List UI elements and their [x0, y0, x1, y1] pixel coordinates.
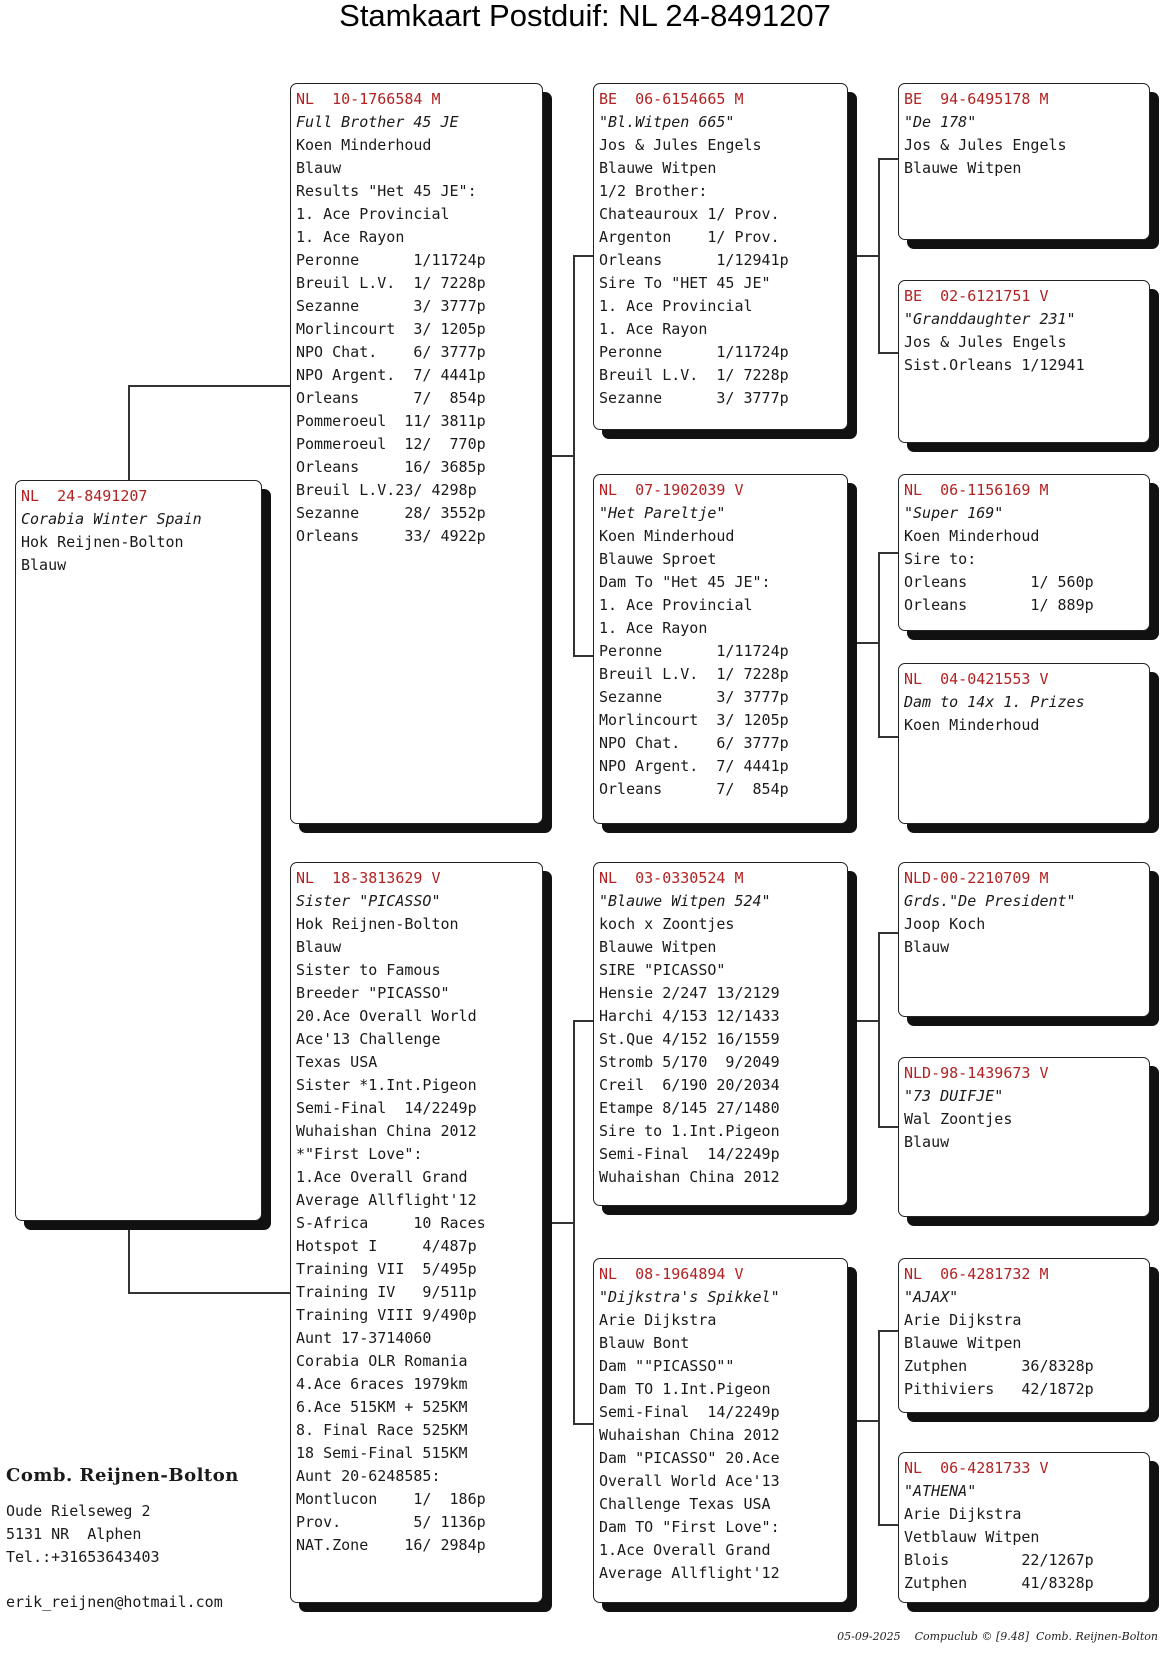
pedigree-line: St.Que 4/152 16/1559	[599, 1030, 780, 1048]
pedigree-line: Blauw	[904, 1133, 950, 1151]
owner-phone: Tel.:+31653643403	[6, 1548, 160, 1566]
connector-line	[878, 158, 880, 354]
pedigree-line: 8. Final Race 525KM	[296, 1421, 468, 1439]
connector-line	[573, 255, 593, 257]
pedigree-line: Arie Dijkstra	[904, 1311, 1022, 1329]
pedigree-line: Hok Reijnen-Bolton	[21, 533, 184, 551]
pigeon-name: Full Brother 45 JE	[296, 113, 459, 131]
connector-line	[878, 552, 898, 554]
pedigree-line: 1. Ace Rayon	[599, 619, 708, 637]
pedigree-card-sire-sire	[593, 83, 848, 430]
pedigree-line: Blauw Bont	[599, 1334, 690, 1352]
pedigree-line: Morlincourt 3/ 1205p	[599, 711, 789, 729]
pedigree-line: Hok Reijnen-Bolton	[296, 915, 459, 933]
pedigree-line: 20.Ace Overall World	[296, 1007, 477, 1025]
connector-line	[128, 385, 290, 387]
ring-number: NL 03-0330524 M	[599, 869, 744, 887]
pigeon-name: "Granddaughter 231"	[904, 310, 1076, 328]
pedigree-line: koch x Zoontjes	[599, 915, 735, 933]
pedigree-line: 1. Ace Provincial	[599, 596, 753, 614]
ring-number: NL 07-1902039 V	[599, 481, 744, 499]
connector-line	[878, 932, 898, 934]
ring-number: BE 94-6495178 M	[904, 90, 1049, 108]
pedigree-line: Dam "PICASSO" 20.Ace	[599, 1449, 780, 1467]
pedigree-line: Koen Minderhoud	[904, 716, 1040, 734]
pedigree-line: Aunt 20-6248585:	[296, 1467, 441, 1485]
pigeon-name: "ATHENA"	[904, 1482, 977, 1500]
pedigree-line: Orleans 7/ 854p	[599, 780, 789, 798]
pedigree-card-dam-sire	[593, 862, 848, 1206]
connector-line	[878, 1330, 898, 1332]
pedigree-line: Sire To "HET 45 JE"	[599, 274, 771, 292]
pedigree-line: Breuil L.V. 1/ 7228p	[599, 665, 789, 683]
pedigree-line: Hotspot I 4/487p	[296, 1237, 477, 1255]
connector-line	[573, 1020, 593, 1022]
ring-number: NLD-00-2210709 M	[904, 869, 1049, 887]
pedigree-line: Blauw	[21, 556, 67, 574]
pedigree-line: Ace'13 Challenge	[296, 1030, 441, 1048]
pigeon-name: "73 DUIFJE"	[904, 1087, 1004, 1105]
pedigree-line: Koen Minderhoud	[296, 136, 432, 154]
pedigree-line: Etampe 8/145 27/1480	[599, 1099, 780, 1117]
connector-line	[848, 255, 878, 257]
connector-line	[543, 1222, 573, 1224]
pedigree-line: Jos & Jules Engels	[904, 333, 1067, 351]
pedigree-line: Sister *1.Int.Pigeon	[296, 1076, 477, 1094]
owner-address-city: 5131 NR Alphen	[6, 1525, 142, 1543]
pedigree-line: Koen Minderhoud	[904, 527, 1040, 545]
pedigree-card-dss	[898, 862, 1150, 1017]
pigeon-name: "Bl.Witpen 665"	[599, 113, 735, 131]
pedigree-line: Dam TO "First Love":	[599, 1518, 780, 1536]
pedigree-line: Arie Dijkstra	[599, 1311, 717, 1329]
pedigree-line: Blauwe Sproet	[599, 550, 717, 568]
pedigree-card-subject	[15, 480, 262, 1221]
pedigree-line: Training IV 9/511p	[296, 1283, 477, 1301]
pedigree-line: Dam ""PICASSO""	[599, 1357, 735, 1375]
pedigree-line: Wuhaishan China 2012	[599, 1168, 780, 1186]
ring-number: NL 06-1156169 M	[904, 481, 1049, 499]
pedigree-line: Sezanne 3/ 3777p	[599, 688, 789, 706]
pedigree-line: Zutphen 41/8328p	[904, 1574, 1094, 1592]
pedigree-line: 1. Ace Rayon	[296, 228, 405, 246]
pedigree-line: 1/2 Brother:	[599, 182, 708, 200]
pedigree-line: NPO Argent. 7/ 4441p	[296, 366, 486, 384]
pedigree-line: Blois 22/1267p	[904, 1551, 1094, 1569]
pedigree-line: Sist.Orleans 1/12941	[904, 356, 1085, 374]
ring-number: NL 10-1766584 M	[296, 90, 441, 108]
pedigree-line: Sister to Famous	[296, 961, 441, 979]
pedigree-line: 1. Ace Rayon	[599, 320, 708, 338]
pedigree-line: Prov. 5/ 1136p	[296, 1513, 486, 1531]
pedigree-line: Semi-Final 14/2249p	[599, 1145, 780, 1163]
pedigree-line: Blauwe Witpen	[599, 159, 717, 177]
pedigree-line: Orleans 16/ 3685p	[296, 458, 486, 476]
connector-line	[878, 1524, 898, 1526]
pigeon-name: Sister "PICASSO"	[296, 892, 441, 910]
pedigree-line: Semi-Final 14/2249p	[296, 1099, 477, 1117]
pedigree-line: Creil 6/190 20/2034	[599, 1076, 780, 1094]
ring-number: BE 02-6121751 V	[904, 287, 1049, 305]
connector-line	[878, 932, 880, 1128]
pedigree-line: *"First Love":	[296, 1145, 423, 1163]
pedigree-line: Blauwe Witpen	[599, 938, 717, 956]
pedigree-line: Vetblauw Witpen	[904, 1528, 1040, 1546]
pedigree-line: Argenton 1/ Prov.	[599, 228, 780, 246]
pedigree-line: Zutphen 36/8328p	[904, 1357, 1094, 1375]
connector-line	[848, 1020, 878, 1022]
pedigree-line: Breuil L.V. 1/ 7228p	[599, 366, 789, 384]
pedigree-card-ssd	[898, 280, 1150, 443]
ring-number: NL 04-0421553 V	[904, 670, 1049, 688]
pedigree-line: Dam TO 1.Int.Pigeon	[599, 1380, 771, 1398]
ring-number: NL 08-1964894 V	[599, 1265, 744, 1283]
pedigree-line: Harchi 4/153 12/1433	[599, 1007, 780, 1025]
pedigree-card-dds	[898, 1258, 1150, 1413]
connector-line	[878, 158, 898, 160]
pedigree-line: Wuhaishan China 2012	[296, 1122, 477, 1140]
pedigree-line: 18 Semi-Final 515KM	[296, 1444, 468, 1462]
pedigree-line: Challenge Texas USA	[599, 1495, 771, 1513]
pedigree-line: Blauw	[296, 938, 342, 956]
pedigree-line: Jos & Jules Engels	[599, 136, 762, 154]
connector-line	[573, 255, 575, 657]
pedigree-line: Corabia OLR Romania	[296, 1352, 468, 1370]
connector-line	[848, 642, 878, 644]
connector-line	[878, 352, 898, 354]
pigeon-name: "De 178"	[904, 113, 977, 131]
pigeon-name: Grds."De President"	[904, 892, 1076, 910]
ring-number: NL 18-3813629 V	[296, 869, 441, 887]
pedigree-line: Sezanne 3/ 3777p	[296, 297, 486, 315]
pigeon-name: "Het Pareltje"	[599, 504, 726, 522]
pedigree-line: S-Africa 10 Races	[296, 1214, 486, 1232]
pedigree-line: Sire to:	[904, 550, 977, 568]
pedigree-line: Blauwe Witpen	[904, 159, 1022, 177]
pigeon-name: Dam to 14x 1. Prizes	[904, 693, 1085, 711]
connector-line	[878, 1330, 880, 1526]
owner-name: Comb. Reijnen-Bolton	[6, 1465, 239, 1486]
ring-number: NLD-98-1439673 V	[904, 1064, 1049, 1082]
connector-line	[848, 1420, 878, 1422]
pigeon-name: "Dijkstra's Spikkel"	[599, 1288, 780, 1306]
ring-number: BE 06-6154665 M	[599, 90, 744, 108]
pedigree-line: Joop Koch	[904, 915, 986, 933]
pedigree-line: Peronne 1/11724p	[296, 251, 486, 269]
pedigree-line: Breeder "PICASSO"	[296, 984, 450, 1002]
pedigree-line: Blauwe Witpen	[904, 1334, 1022, 1352]
ring-number: NL 24-8491207	[21, 487, 148, 505]
pedigree-line: Aunt 17-3714060	[296, 1329, 432, 1347]
pedigree-line: Jos & Jules Engels	[904, 136, 1067, 154]
pedigree-card-dam-dam	[593, 1258, 848, 1603]
pedigree-line: Peronne 1/11724p	[599, 642, 789, 660]
connector-line	[573, 1423, 593, 1425]
owner-address-street: Oude Rielseweg 2	[6, 1502, 151, 1520]
pedigree-line: Blauw	[296, 159, 342, 177]
page-title: Stamkaart Postduif: NL 24-8491207	[339, 0, 831, 33]
print-credit: 05-09-2025 Compuclub © [9.48] Comb. Reijnen-Bolton	[837, 1630, 1158, 1643]
pedigree-line: Breuil L.V. 1/ 7228p	[296, 274, 486, 292]
pedigree-line: Training VIII 9/490p	[296, 1306, 477, 1324]
connector-line	[128, 1222, 130, 1294]
pedigree-card-dsd	[898, 1057, 1150, 1217]
connector-line	[128, 385, 130, 480]
pedigree-line: Peronne 1/11724p	[599, 343, 789, 361]
ring-number: NL 06-4281733 V	[904, 1459, 1049, 1477]
pedigree-line: Sezanne 3/ 3777p	[599, 389, 789, 407]
pedigree-line: Orleans 1/ 560p	[904, 573, 1094, 591]
pedigree-line: Texas USA	[296, 1053, 378, 1071]
pedigree-line: Arie Dijkstra	[904, 1505, 1022, 1523]
pedigree-line: Wal Zoontjes	[904, 1110, 1013, 1128]
pedigree-card-sdd	[898, 663, 1150, 824]
pedigree-line: Montlucon 1/ 186p	[296, 1490, 486, 1508]
pedigree-line: Sezanne 28/ 3552p	[296, 504, 486, 522]
pedigree-card-ddd	[898, 1452, 1150, 1603]
pedigree-line: Orleans 33/ 4922p	[296, 527, 486, 545]
pedigree-card-sire-dam	[593, 474, 848, 824]
pedigree-line: Blauw	[904, 938, 950, 956]
pedigree-line: Koen Minderhoud	[599, 527, 735, 545]
pedigree-line: Stromb 5/170 9/2049	[599, 1053, 780, 1071]
connector-line	[573, 655, 593, 657]
pedigree-line: Sire to 1.Int.Pigeon	[599, 1122, 780, 1140]
pedigree-line: 1. Ace Provincial	[296, 205, 450, 223]
pedigree-line: Results "Het 45 JE":	[296, 182, 477, 200]
owner-email[interactable]: erik_reijnen@hotmail.com	[6, 1593, 223, 1611]
pedigree-line: Wuhaishan China 2012	[599, 1426, 780, 1444]
pedigree-line: 1.Ace Overall Grand	[296, 1168, 468, 1186]
pedigree-line: Pommeroeul 12/ 770p	[296, 435, 486, 453]
pedigree-line: NAT.Zone 16/ 2984p	[296, 1536, 486, 1554]
pedigree-line: Pommeroeul 11/ 3811p	[296, 412, 486, 430]
pigeon-name: "Blauwe Witpen 524"	[599, 892, 771, 910]
connector-line	[878, 552, 880, 738]
connector-line	[878, 736, 898, 738]
pedigree-line: Hensie 2/247 13/2129	[599, 984, 780, 1002]
pigeon-name: "AJAX"	[904, 1288, 959, 1306]
pedigree-card-dam	[290, 862, 543, 1603]
connector-line	[573, 1020, 575, 1425]
pedigree-line: Overall World Ace'13	[599, 1472, 780, 1490]
pedigree-line: Semi-Final 14/2249p	[599, 1403, 780, 1421]
connector-line	[878, 1126, 898, 1128]
pedigree-line: 1. Ace Provincial	[599, 297, 753, 315]
pedigree-card-sds	[898, 474, 1150, 631]
pedigree-line: Training VII 5/495p	[296, 1260, 477, 1278]
pedigree-line: 1.Ace Overall Grand	[599, 1541, 771, 1559]
pedigree-line: Pithiviers 42/1872p	[904, 1380, 1094, 1398]
pedigree-line: NPO Argent. 7/ 4441p	[599, 757, 789, 775]
pedigree-line: Average Allflight'12	[599, 1564, 780, 1582]
pedigree-line: Chateauroux 1/ Prov.	[599, 205, 780, 223]
pedigree-line: Morlincourt 3/ 1205p	[296, 320, 486, 338]
pedigree-line: Dam To "Het 45 JE":	[599, 573, 771, 591]
pedigree-line: SIRE "PICASSO"	[599, 961, 726, 979]
connector-line	[128, 1292, 290, 1294]
pigeon-name: "Super 169"	[904, 504, 1004, 522]
pedigree-line: Orleans 1/12941p	[599, 251, 789, 269]
pedigree-line: 6.Ace 515KM + 525KM	[296, 1398, 468, 1416]
pedigree-line: NPO Chat. 6/ 3777p	[296, 343, 486, 361]
pedigree-line: 4.Ace 6races 1979km	[296, 1375, 468, 1393]
pedigree-card-sss	[898, 83, 1150, 240]
pedigree-line: Orleans 7/ 854p	[296, 389, 486, 407]
pedigree-line: NPO Chat. 6/ 3777p	[599, 734, 789, 752]
pedigree-line: Orleans 1/ 889p	[904, 596, 1094, 614]
pedigree-line: Average Allflight'12	[296, 1191, 477, 1209]
pedigree-line: Breuil L.V.23/ 4298p	[296, 481, 477, 499]
pigeon-name: Corabia Winter Spain	[21, 510, 202, 528]
ring-number: NL 06-4281732 M	[904, 1265, 1049, 1283]
connector-line	[543, 455, 573, 457]
pedigree-card-sire	[290, 83, 543, 824]
